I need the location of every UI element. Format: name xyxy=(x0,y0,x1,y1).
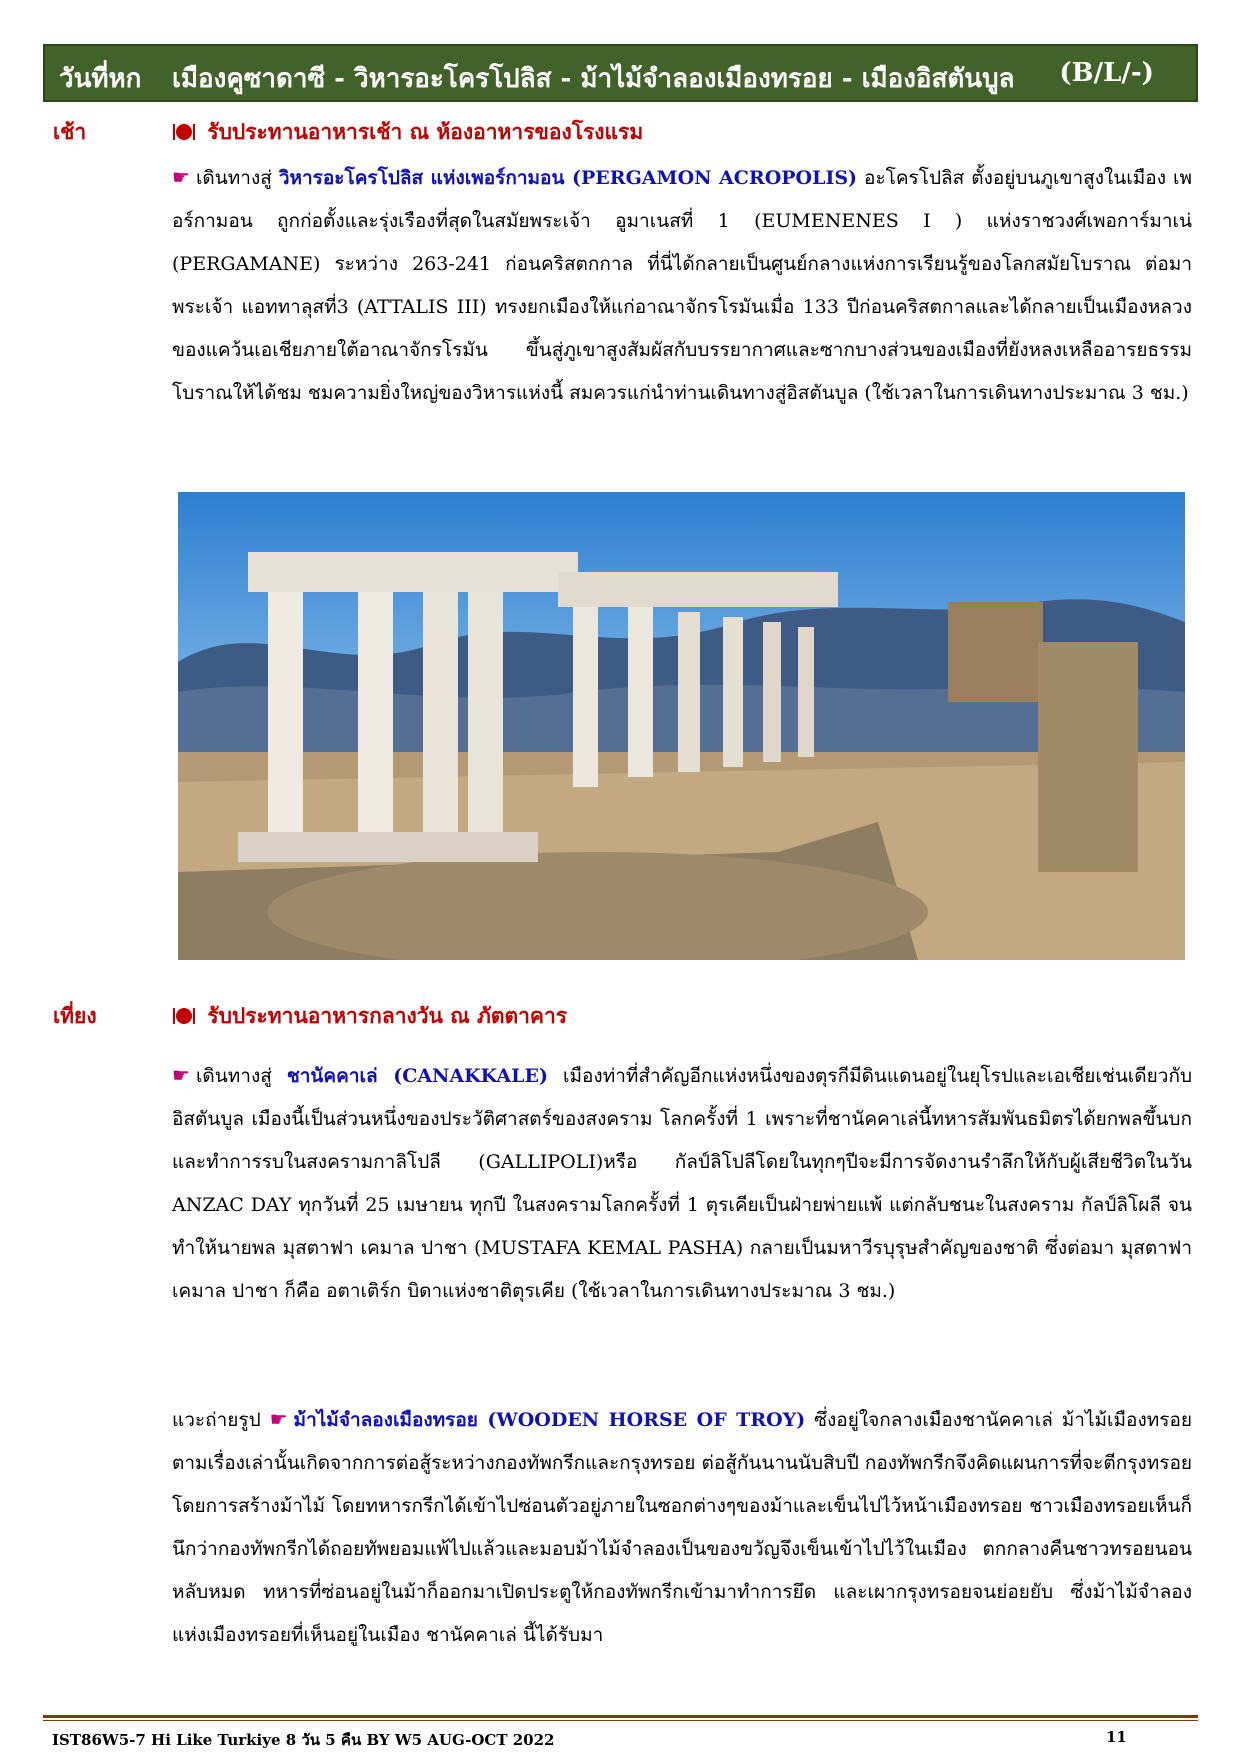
dining-icon xyxy=(172,122,196,142)
day-route: เมืองคูซาดาซี - วิหารอะโครโปลิส - ม้าไม้จำลองเมืองทรอย - เมืองอิสตันบูล xyxy=(172,64,1015,94)
pointing-hand-icon: ☛ xyxy=(269,1407,288,1431)
pointing-hand-icon: ☛ xyxy=(172,165,190,189)
pointing-hand-icon: ☛ xyxy=(172,1063,190,1087)
pergamon-paragraph: ☛ เดินทางสู่ วิหารอะโครโปลิส แห่งเพอร์กามอน (PERGAMON ACROPOLIS) อะโครโปลิส ตั้งอยู่บนภูเขาสูงในเมือง เพอร์กามอน ถูกก่อตั้งและรุ่งเรืองที่สุดในสมัยพระเจ้า อูมาเนสที่ 1 (EUMENENES I ) แห่งราชวงศ์เพอการ์มาเน่ (PERGAMANE) ระหว่าง 263-241 ก่อนคริสตกกาล ที่นี่ได้กลายเป็นศูนย์กลางแห่งการเรียนรู้ของโลกสมัยโบราณ ต่อมาพระเจ้า แอททาลุสที่3 (ATTALIS III) ทรงยกเมืองให้แก่อาณาจักรโรมันเมื่อ 133 ปีก่อนคริสตกาลและได้กลายเป็นเมืองหลวงของแคว้นเอเชียภายใต้อาณาจักรโรมัน ขึ้นสู่ภูเขาสูงสัมผัสกับบรรยากาศและซากบางส่วนของเมืองที่ยังหลงเหลืออารยธรรมโบราณให้ได้ชม ชมความยิ่งใหญ่ของวิหารแห่งนี้ สมควรแก่นำท่านเดินทางสู่อิสตันบูล (ใช้เวลาในการเดินทางประมาณ 3 ชม.) xyxy=(172,165,1192,404)
pergamon-ruins-photo xyxy=(178,492,1185,960)
breakfast-line xyxy=(172,116,643,149)
day-label: วันที่หก xyxy=(59,64,142,94)
breakfast-text: รับประทานอาหารเช้า ณ ห้องอาหารของโรงแรม xyxy=(207,119,644,144)
time-label-noon: เที่ยง xyxy=(53,1003,97,1028)
page-number: 11 xyxy=(1106,1728,1127,1746)
day-header xyxy=(43,44,1198,102)
troy-highlight: ม้าไม้จำลองเมืองทรอย (WOODEN HORSE OF TROY) xyxy=(293,1409,806,1431)
canakkale-highlight: ชานัคคาเล่ (CANAKKALE) xyxy=(286,1065,548,1087)
canakkale-paragraph: ☛ เดินทางสู่ ชานัคคาเล่ (CANAKKALE) เมืองท่าที่สำคัญอีกแห่งหนึ่งของตุรกีมีดินแดนอยู่ในยุโรปและเอเชียเช่นเดียวกับอิสตันบูล เมืองนี้เป็นส่วนหนึ่งของประวัติศาสตร์ของสงคราม โลกครั้งที่ 1 เพราะที่ชานัคคาเล่นี้ทหารสัมพันธมิตรได้ยกพลขึ้นบกและทำการรบในสงครามกาลิโปลี (GALLIPOLI)หรือ กัลป์ลิโปลีโดยในทุกๆปีจะมีการจัดงานรำลึกให้กับผู้เสียชีวิตในวัน ANZAC DAY ทุกวันที่ 25 เมษายน ทุกปี ในสงครามโลกครั้งที่ 1 ตุรเคียเป็นฝ่ายพ่ายแพ้ แต่กลับชนะในสงคราม กัลป์ลิโผลี จนทำให้นายพล มุสตาฟา เคมาล ปาชา (MUSTAFA KEMAL PASHA) กลายเป็นมหาวีรบุรุษสำคัญของชาติ ซึ่งต่อมา มุสตาฟา เคมาล ปาชา ก็คือ อตาเติร์ก บิดาแห่งชาติตุรเคีย (ใช้เวลาในการเดินทางประมาณ 3 ชม.) xyxy=(172,1063,1193,1302)
meals-included: (B/L/-) xyxy=(1059,58,1154,88)
footer-divider-thin xyxy=(43,1720,1198,1721)
lunch-text: รับประทานอาหารกลางวัน ณ ภัตตาคาร xyxy=(207,1003,568,1028)
footer-program-code: IST86W5-7 Hi Like Turkiye 8 วัน 5 คืน BY W5 AUG-OCT 2022 xyxy=(52,1731,555,1749)
troy-paragraph: แวะถ่ายรูป ☛ ม้าไม้จำลองเมืองทรอย (WOODEN HORSE OF TROY) ซึ่งอยู่ใจกลางเมืองชานัคคาเล่ ม้าไม้เมืองทรอยตามเรื่องเล่านั้นเกิดจากการต่อสู้ระหว่างกองทัพกรีกและกรุงทรอย ต่อสู้กันนานนับสิบปี กองทัพกรีกจึงคิดแผนการที่จะตีกรุงทรอยโดยการสร้างม้าไม้ โดยทหารกรีกได้เข้าไปซ่อนตัวอยู่ภายในซอกต่างๆของม้าและเข็นไปไว้หน้าเมืองทรอย ชาวเมืองทรอยเห็นก็นึกว่ากองทัพกรีกได้ถอยทัพยอมแพ้ไปแล้วและมอบม้าไม้จำลองเป็นของขวัญจึงเข็นเข้าไปไว้ในเมือง ตกกลางคืนชาวทรอยนอนหลับหมด ทหารที่ซ่อนอยู่ในม้าก็ออกมาเปิดประตูให้กองทัพกรีกเข้ามาทำการยึด และเผากรุงทรอยจนย่อยยับ ซึ่งม้าไม้จำลองแห่งเมืองทรอยที่เห็นอยู่ในเมือง ชานัคคาเล่ นี้ได้รับมา xyxy=(172,1407,1193,1646)
dining-icon xyxy=(172,1006,196,1026)
time-label-morning: เช้า xyxy=(53,119,87,144)
footer-divider xyxy=(43,1715,1198,1718)
pergamon-highlight: วิหารอะโครโปลิส แห่งเพอร์กามอน (PERGAMON ACROPOLIS) xyxy=(278,167,858,189)
lunch-line xyxy=(172,1000,567,1033)
